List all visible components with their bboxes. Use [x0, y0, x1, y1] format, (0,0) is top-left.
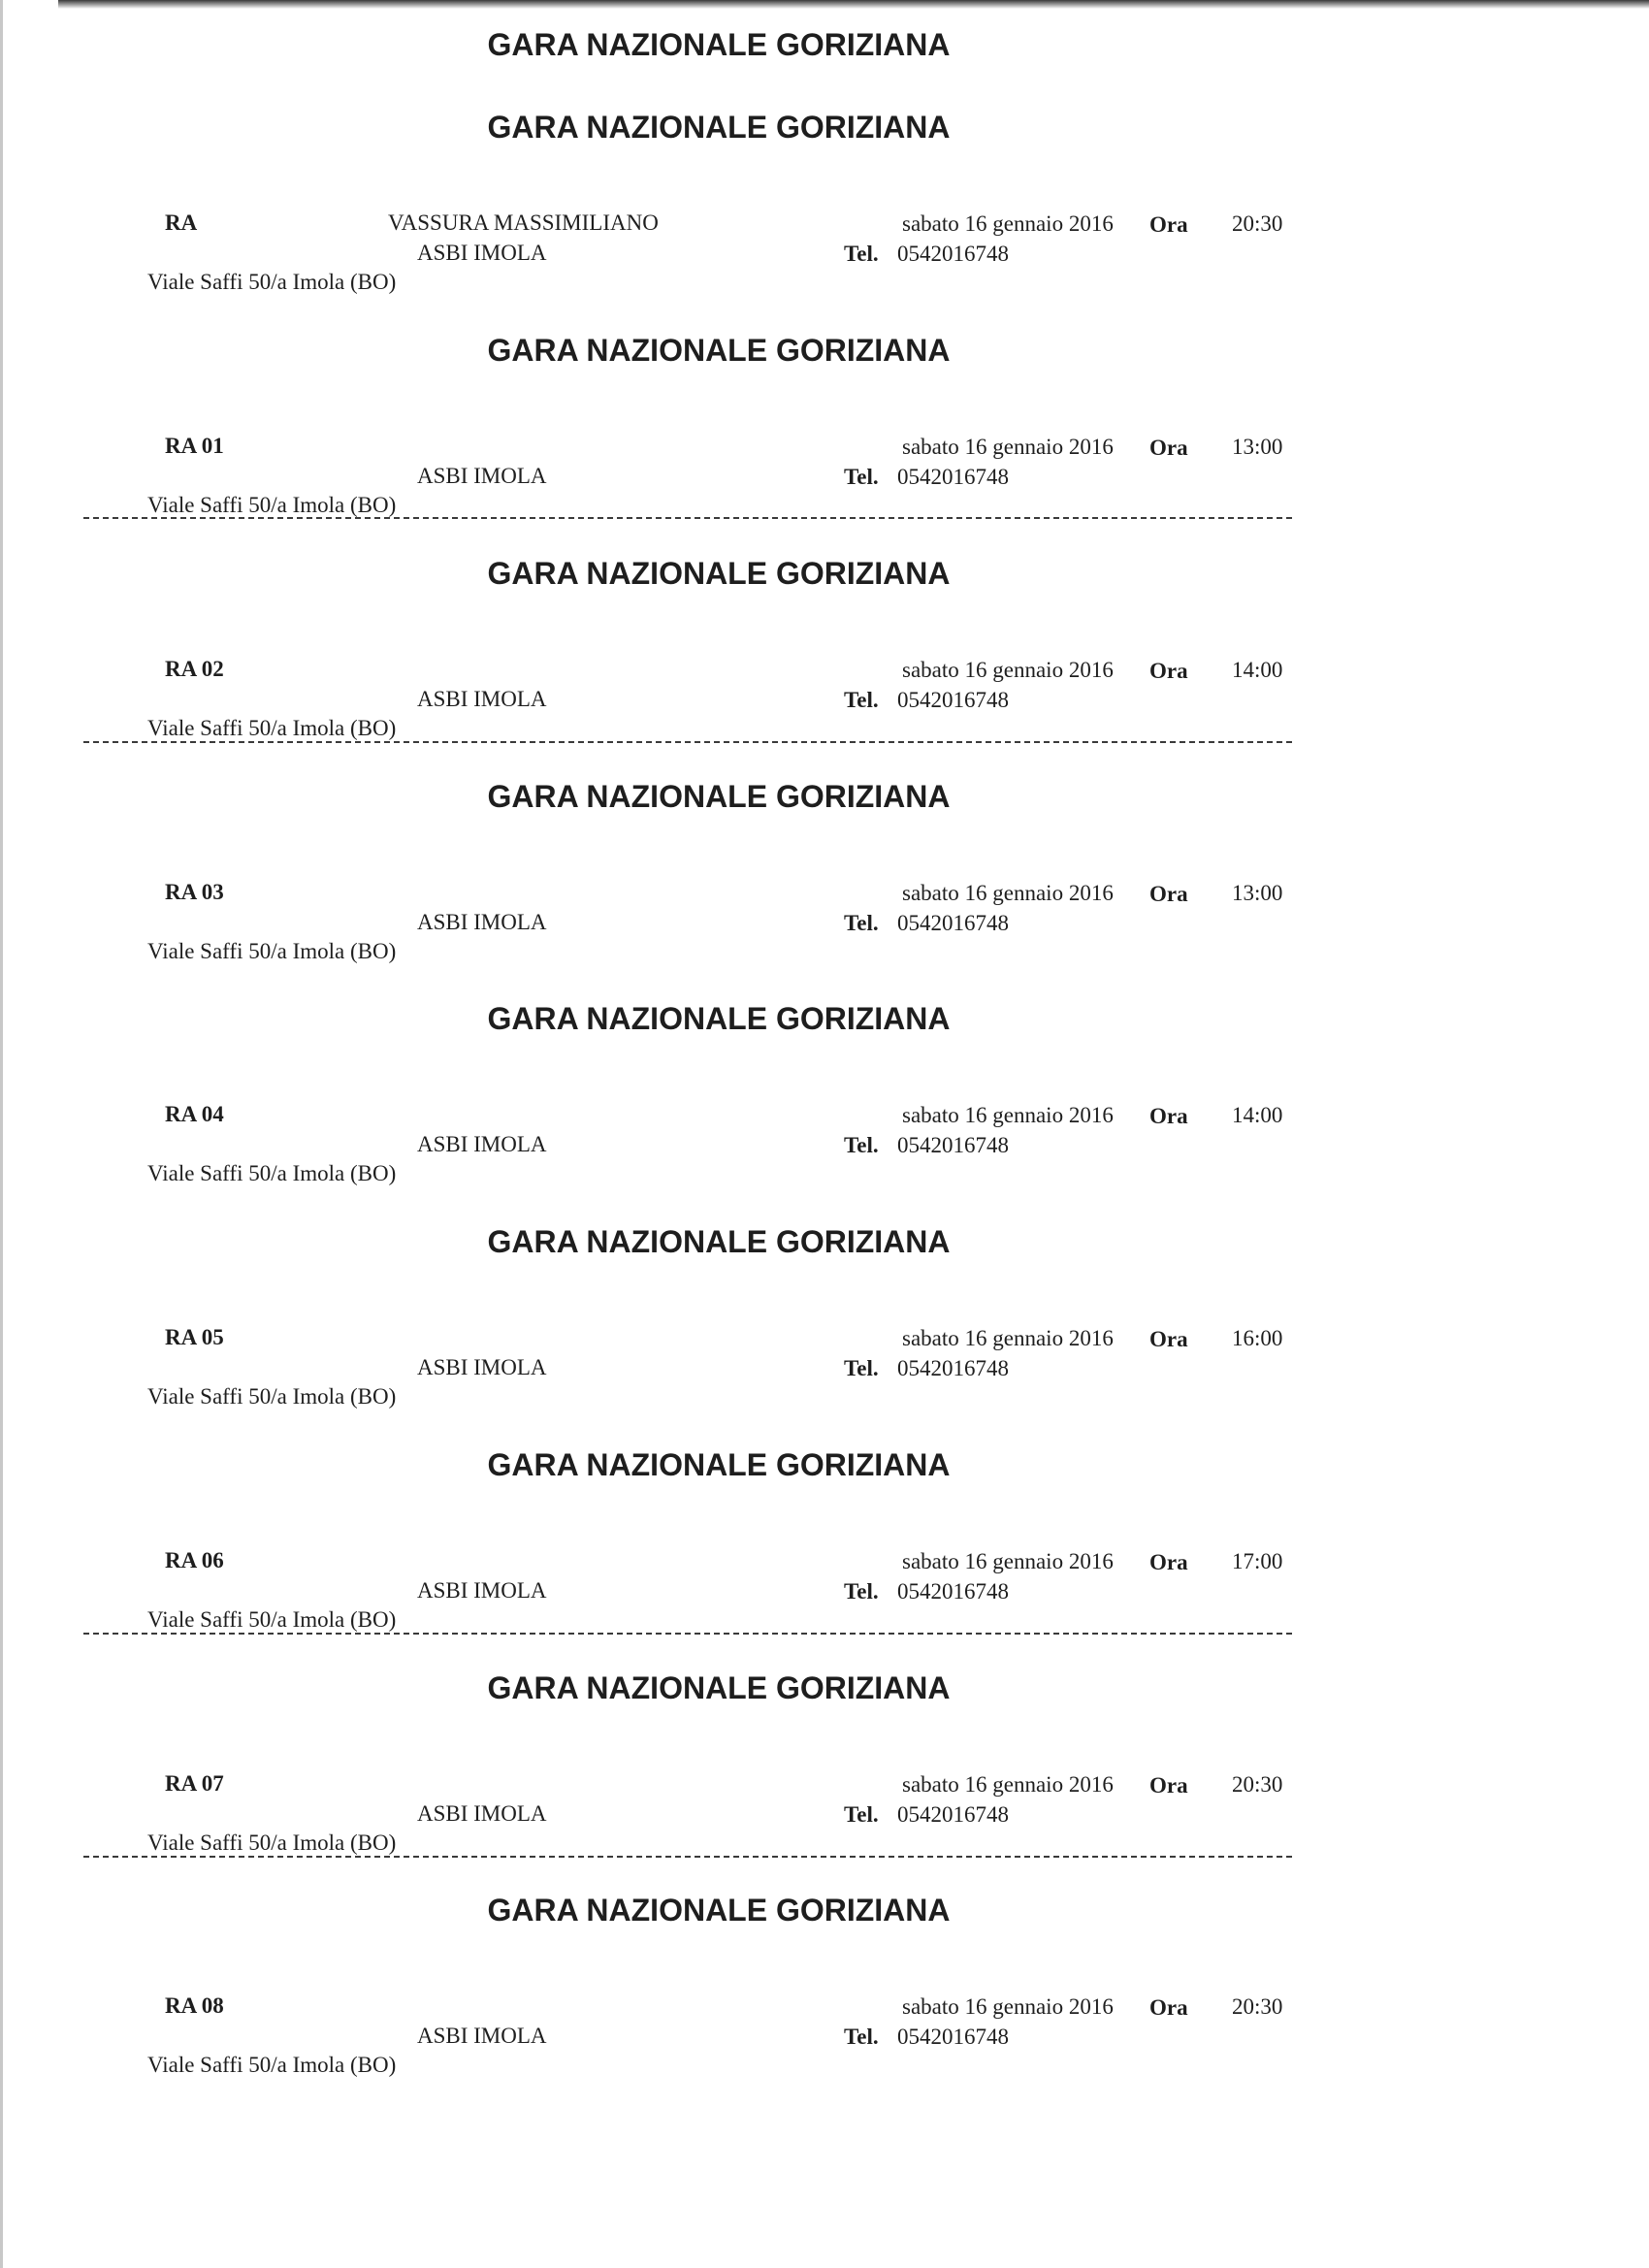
entry-tel: 0542016748 — [897, 1356, 1009, 1380]
block-title: GARA NAZIONALE GORIZIANA — [487, 1001, 951, 1036]
entry-tel: 0542016748 — [897, 1133, 1009, 1157]
page-title: GARA NAZIONALE GORIZIANA — [487, 27, 951, 62]
tel-label: Tel. — [844, 1133, 879, 1157]
entry-club: ASBI IMOLA — [417, 2024, 547, 2048]
tel-label: Tel. — [844, 242, 879, 266]
block-title: GARA NAZIONALE GORIZIANA — [487, 1893, 951, 1928]
entry-code: RA 06 — [165, 1548, 224, 1572]
entry-club: ASBI IMOLA — [417, 1578, 547, 1603]
ora-label: Ora — [1149, 1104, 1188, 1128]
entry-block-ra-08 — [0, 1895, 1438, 2098]
block-title: GARA NAZIONALE GORIZIANA — [487, 779, 951, 814]
ora-label: Ora — [1149, 1327, 1188, 1351]
tel-label: Tel. — [844, 1579, 879, 1604]
entry-date: sabato 16 gennaio 2016 — [902, 435, 1114, 459]
entry-time: 14:00 — [1232, 1103, 1283, 1127]
block-title: GARA NAZIONALE GORIZIANA — [487, 1670, 951, 1705]
entry-address: Viale Saffi 50/a Imola (BO) — [147, 1161, 397, 1185]
ora-label: Ora — [1149, 436, 1188, 460]
ora-label: Ora — [1149, 1773, 1188, 1798]
ora-label: Ora — [1149, 212, 1188, 237]
entry-tel: 0542016748 — [897, 465, 1009, 489]
tel-label: Tel. — [844, 1356, 879, 1380]
entry-block-ra — [0, 112, 1438, 315]
ora-label: Ora — [1149, 1995, 1188, 2020]
entry-date: sabato 16 gennaio 2016 — [902, 658, 1114, 682]
entry-code: RA 01 — [165, 434, 224, 458]
entry-block-ra-06 — [0, 1449, 1438, 1653]
entry-code: RA 05 — [165, 1325, 224, 1349]
entry-address: Viale Saffi 50/a Imola (BO) — [147, 493, 397, 517]
entry-tel: 0542016748 — [897, 2025, 1009, 2049]
entry-club: ASBI IMOLA — [417, 1132, 547, 1156]
entry-date: sabato 16 gennaio 2016 — [902, 1103, 1114, 1127]
entry-time: 17:00 — [1232, 1549, 1283, 1573]
entry-tel: 0542016748 — [897, 242, 1009, 266]
entry-code: RA — [165, 211, 198, 235]
entry-code: RA 08 — [165, 1993, 224, 2018]
block-title: GARA NAZIONALE GORIZIANA — [487, 333, 951, 368]
entry-time: 20:30 — [1232, 1994, 1283, 2019]
entry-code: RA 02 — [165, 657, 224, 681]
tel-label: Tel. — [844, 688, 879, 712]
entry-block-ra-05 — [0, 1226, 1438, 1430]
entry-tel: 0542016748 — [897, 911, 1009, 935]
entry-time: 14:00 — [1232, 658, 1283, 682]
entry-time: 20:30 — [1232, 1772, 1283, 1797]
entry-address: Viale Saffi 50/a Imola (BO) — [147, 1831, 397, 1855]
entry-block-ra-04 — [0, 1003, 1438, 1207]
cut-line — [83, 741, 1292, 743]
entry-block-ra-07 — [0, 1672, 1438, 1876]
entry-date: sabato 16 gennaio 2016 — [902, 1326, 1114, 1350]
entry-address: Viale Saffi 50/a Imola (BO) — [147, 939, 397, 963]
tel-label: Tel. — [844, 465, 879, 489]
entry-time: 13:00 — [1232, 881, 1283, 905]
cut-line — [83, 1856, 1292, 1858]
entry-club: ASBI IMOLA — [417, 1801, 547, 1826]
entry-time: 13:00 — [1232, 435, 1283, 459]
scan-top-edge — [58, 0, 1649, 9]
entry-date: sabato 16 gennaio 2016 — [902, 1772, 1114, 1797]
block-title: GARA NAZIONALE GORIZIANA — [487, 1224, 951, 1259]
entry-tel: 0542016748 — [897, 1579, 1009, 1604]
entry-club: ASBI IMOLA — [417, 1355, 547, 1379]
entry-code: RA 03 — [165, 880, 224, 904]
entry-club: ASBI IMOLA — [417, 241, 547, 265]
entry-date: sabato 16 gennaio 2016 — [902, 211, 1114, 236]
entry-date: sabato 16 gennaio 2016 — [902, 881, 1114, 905]
cut-line — [83, 517, 1292, 519]
entry-club: ASBI IMOLA — [417, 687, 547, 711]
entry-name: VASSURA MASSIMILIANO — [388, 211, 659, 235]
entry-address: Viale Saffi 50/a Imola (BO) — [147, 1384, 397, 1409]
entry-address: Viale Saffi 50/a Imola (BO) — [147, 716, 397, 740]
tel-label: Tel. — [844, 911, 879, 935]
tel-label: Tel. — [844, 2025, 879, 2049]
ora-label: Ora — [1149, 882, 1188, 906]
entry-date: sabato 16 gennaio 2016 — [902, 1549, 1114, 1573]
entry-address: Viale Saffi 50/a Imola (BO) — [147, 2053, 397, 2077]
block-title: GARA NAZIONALE GORIZIANA — [487, 110, 951, 145]
ora-label: Ora — [1149, 1550, 1188, 1574]
entry-code: RA 07 — [165, 1771, 224, 1796]
entry-address: Viale Saffi 50/a Imola (BO) — [147, 1607, 397, 1632]
entry-block-ra-01 — [0, 335, 1438, 538]
ora-label: Ora — [1149, 659, 1188, 683]
entry-club: ASBI IMOLA — [417, 464, 547, 488]
entry-date: sabato 16 gennaio 2016 — [902, 1994, 1114, 2019]
entry-block-ra-03 — [0, 781, 1438, 985]
entry-tel: 0542016748 — [897, 688, 1009, 712]
entry-time: 20:30 — [1232, 211, 1283, 236]
tel-label: Tel. — [844, 1802, 879, 1827]
cut-line — [83, 1633, 1292, 1635]
block-title: GARA NAZIONALE GORIZIANA — [487, 556, 951, 591]
block-title: GARA NAZIONALE GORIZIANA — [487, 1447, 951, 1482]
entry-time: 16:00 — [1232, 1326, 1283, 1350]
entry-club: ASBI IMOLA — [417, 910, 547, 934]
entry-code: RA 04 — [165, 1102, 224, 1126]
entry-tel: 0542016748 — [897, 1802, 1009, 1827]
entry-block-ra-02 — [0, 558, 1438, 761]
entry-address: Viale Saffi 50/a Imola (BO) — [147, 270, 397, 294]
